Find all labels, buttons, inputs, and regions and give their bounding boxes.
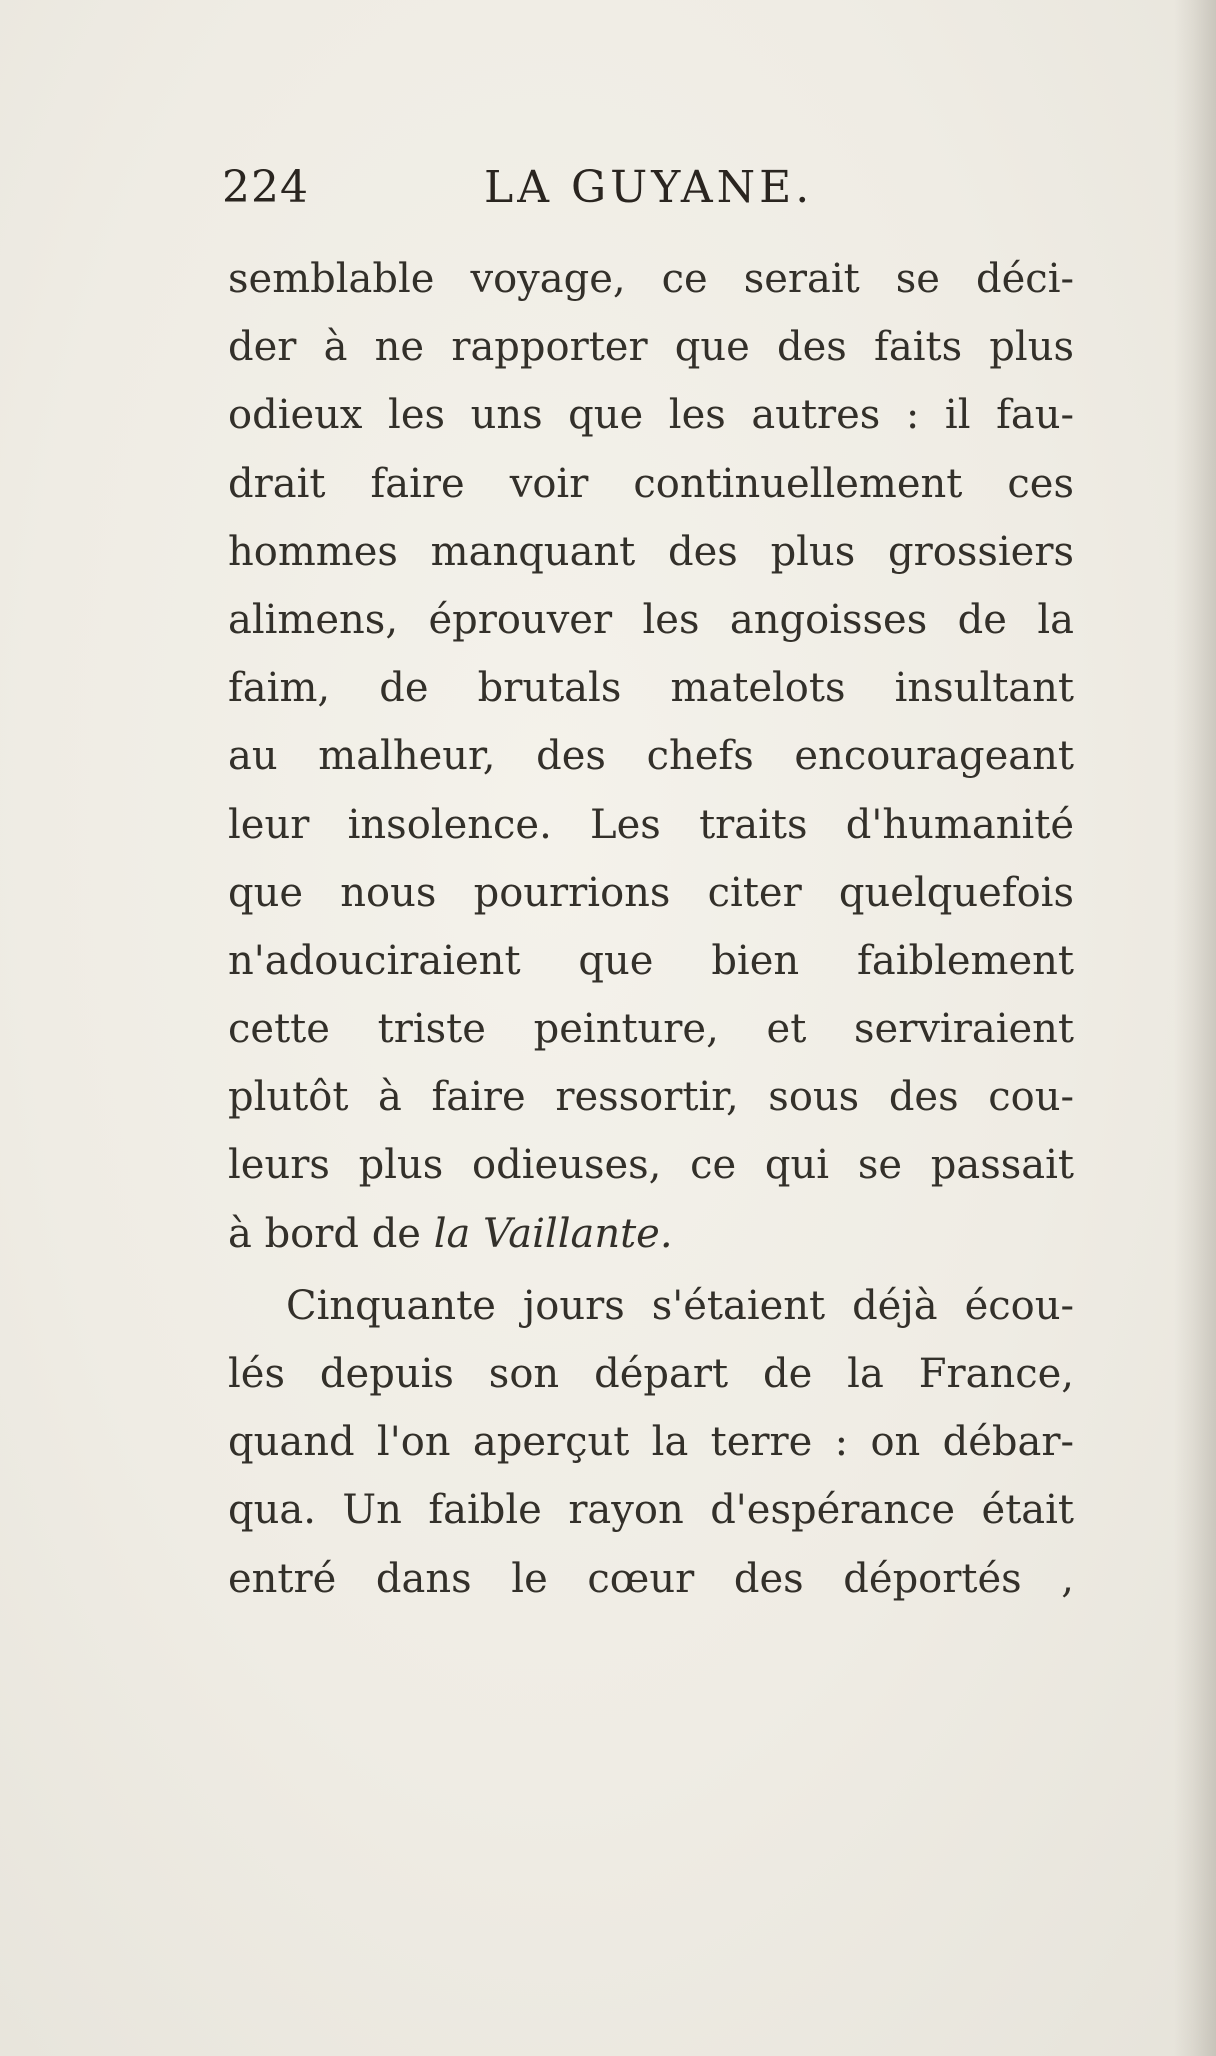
text-line-ship: [228, 1200, 1074, 1268]
text-line: entré dans le cœur des déportés ,: [228, 1555, 1074, 1602]
page-edge-shadow: [1174, 0, 1216, 2056]
text-line: hommes manquant des plus grossiers: [228, 528, 1074, 575]
text-line: quand l'on aperçut la terre : on débar-: [228, 1419, 1074, 1466]
page-body: [228, 245, 1074, 1613]
text-line: lés depuis son départ de la France,: [228, 1351, 1074, 1397]
text-ship-prefix: à bord de: [228, 1210, 434, 1257]
text-line: plutôt à faire ressortir, sous des cou-: [228, 1074, 1074, 1121]
text-line: au malheur, des chefs encourageant: [228, 733, 1074, 780]
text-line: que nous pourrions citer quelquefois: [228, 869, 1074, 916]
text-line: n'adouciraient que bien faiblement: [228, 937, 1074, 984]
text-line: cette triste peinture, et serviraient: [228, 1006, 1074, 1053]
page-number: 224: [222, 162, 309, 213]
running-title: LA GUYANE.: [484, 162, 814, 213]
page-header: [222, 162, 1082, 232]
paragraph-start: Cinquante jours s'étaient déjà écou-: [286, 1282, 1074, 1329]
text-line: leurs plus odieuses, ce qui se passait: [228, 1142, 1074, 1189]
text-line: alimens, éprouver les angoisses de la: [228, 596, 1074, 643]
text-line: faim, de brutals matelots insultant: [228, 665, 1074, 712]
text-line: semblable voyage, ce serait se déci-: [228, 256, 1074, 302]
text-line: leur insolence. Les traits d'humanité: [228, 801, 1074, 848]
ship-name: la Vaillante.: [433, 1210, 673, 1257]
text-line: qua. Un faible rayon d'espérance était: [228, 1487, 1074, 1534]
text-line: der à ne rapporter que des faits plus: [228, 324, 1074, 371]
text-line: odieux les uns que les autres : il fau-: [228, 392, 1074, 439]
text-line: drait faire voir continuellement ces: [228, 460, 1074, 507]
